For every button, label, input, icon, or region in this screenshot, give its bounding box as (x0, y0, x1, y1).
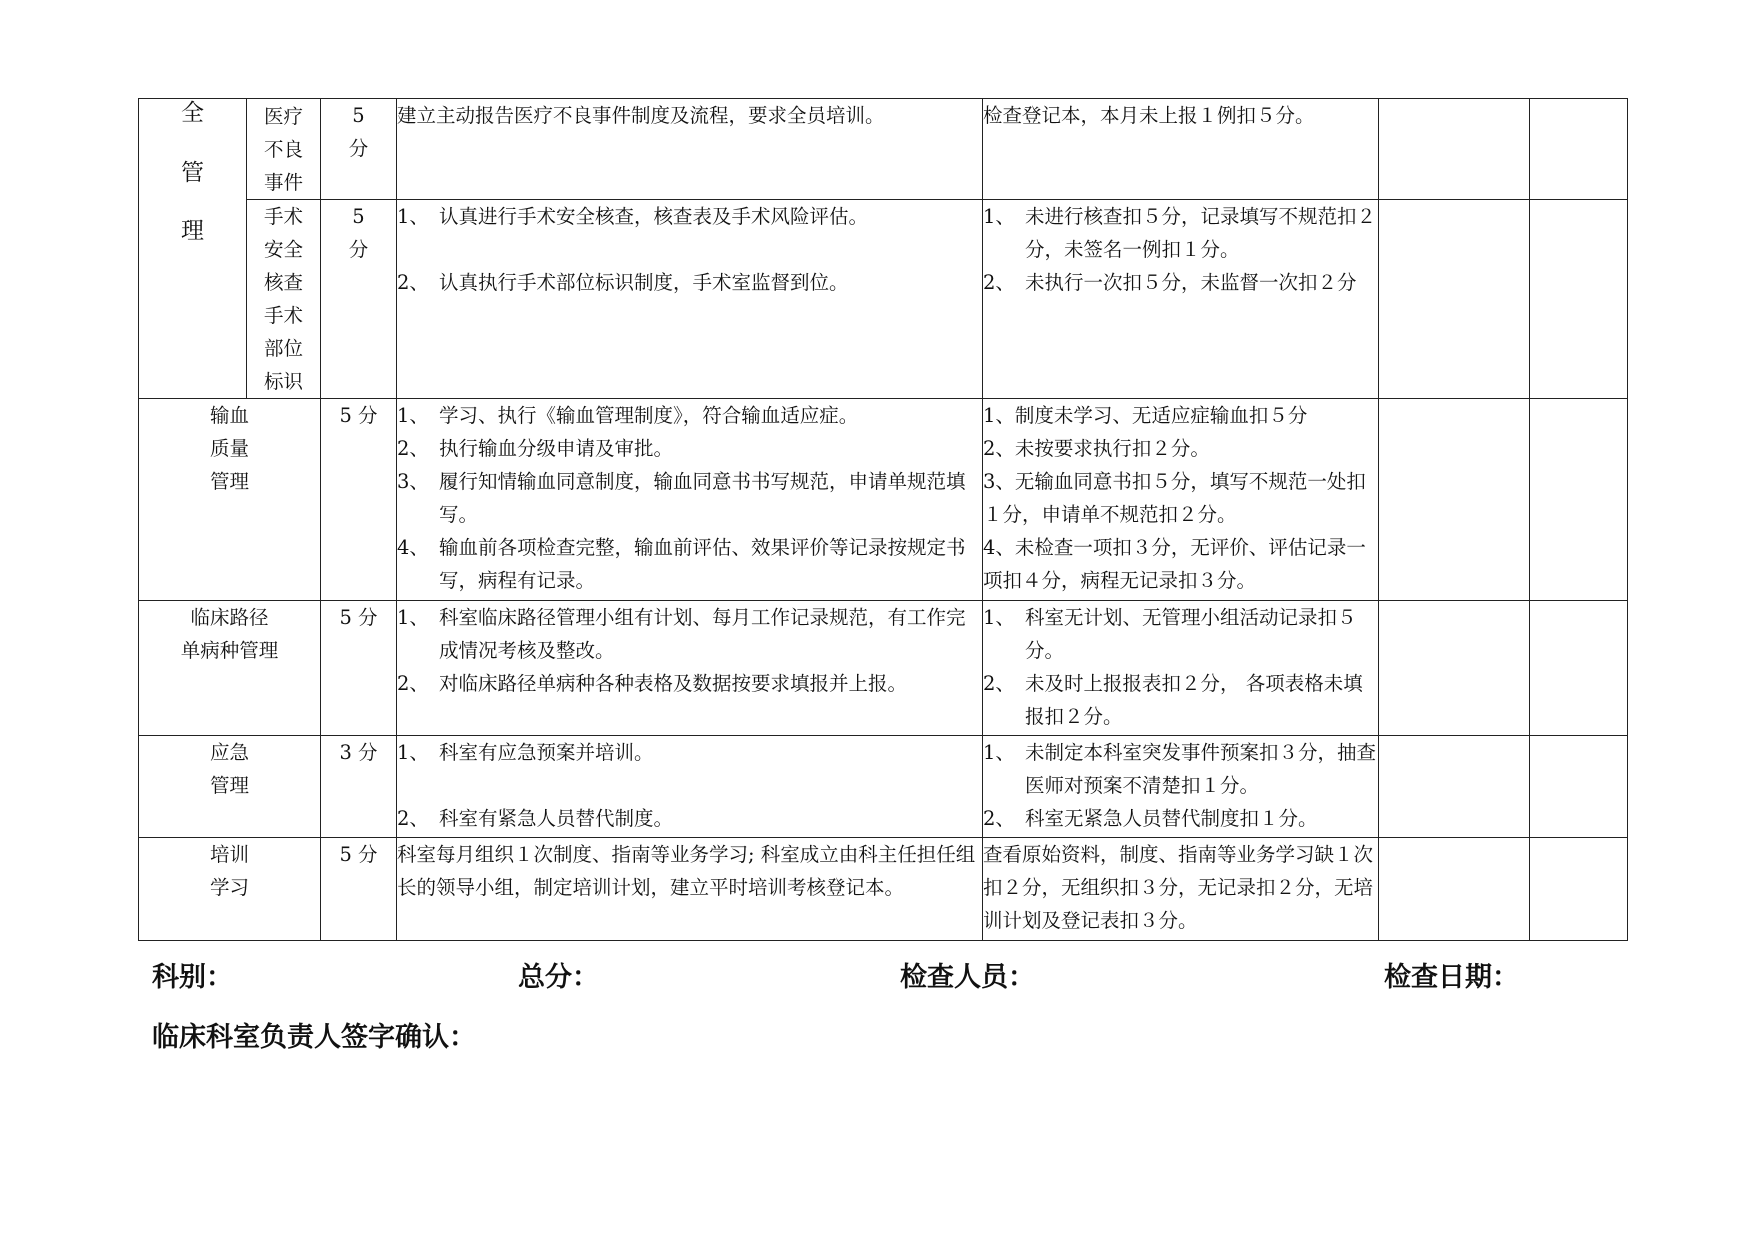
list-text: 制度未学习、无适应症输血扣５分 (1014, 404, 1308, 427)
method-emergency (983, 736, 1379, 838)
safety-char: 理 (181, 218, 204, 244)
empty-cell (1379, 200, 1530, 399)
list-number: 1、 (983, 606, 1015, 629)
list-text: 学习、执行《输血管理制度》，符合输血适应症。 (439, 404, 859, 427)
list-text: 未执行一次扣５分，未监督一次扣２分 (1025, 271, 1357, 294)
inspection-table (138, 98, 1628, 941)
list-text: 执行输血分级申请及审批。 (439, 437, 674, 460)
requirement-blood (397, 399, 983, 601)
item-line: 医疗 (263, 105, 303, 128)
method-text: 查看原始资料，制度、指南等业务学习缺１次扣２分，无组织扣３分，无记录扣２分，无培训计划及登记表扣３分。 (983, 843, 1374, 932)
list-item (397, 601, 982, 667)
list-number: 2、 (983, 437, 1015, 460)
item-line: 质量 (209, 437, 249, 460)
score-surgery (321, 200, 397, 399)
list-item (983, 266, 1378, 299)
list-number: 2、 (983, 807, 1015, 830)
table-row (139, 736, 1628, 838)
list-text: 科室有紧急人员替代制度。 (439, 807, 674, 830)
list-number: 2、 (397, 271, 429, 294)
requirement-emergency (397, 736, 983, 838)
safety-char: 管 (181, 160, 204, 186)
list-item (397, 531, 982, 597)
empty-cell (1530, 399, 1628, 601)
list-text: 科室无紧急人员替代制度扣１分。 (1025, 807, 1318, 830)
requirement-text: 建立主动报告医疗不良事件制度及流程，要求全员培训。 (397, 104, 885, 127)
list-item (983, 200, 1378, 266)
list-number: 1、 (983, 205, 1015, 228)
score-line: 分 (348, 238, 369, 261)
item-line: 管理 (209, 774, 249, 797)
item-adverse-events (247, 99, 321, 200)
empty-cell (1379, 601, 1530, 736)
item-line: 安全 (263, 238, 303, 261)
method-pathway (983, 601, 1379, 736)
item-blood-quality (139, 399, 321, 601)
list-number: 1、 (983, 741, 1015, 764)
list-item (397, 200, 982, 233)
empty-cell (1530, 200, 1628, 399)
list-text: 未及时上报报表扣２分， 各项表格未填报扣２分。 (1025, 672, 1363, 728)
list-item (397, 266, 982, 299)
item-line: 事件 (263, 171, 303, 194)
score-blood: 5 分 (321, 399, 397, 601)
score-line: 5 (352, 104, 365, 127)
list-text: 未按要求执行扣２分。 (1014, 437, 1210, 460)
safety-char: 全 (181, 100, 204, 126)
score-line: 分 (348, 137, 369, 160)
table-row (139, 838, 1628, 941)
list-item (397, 465, 982, 531)
method-text: 检查登记本，本月未上报１例扣５分。 (983, 104, 1315, 127)
list-text: 科室有应急预案并培训。 (439, 741, 654, 764)
empty-cell (1530, 838, 1628, 941)
category-safety-cell (139, 99, 247, 399)
list-text: 科室无计划、无管理小组活动记录扣５分。 (1025, 606, 1357, 662)
item-line: 输血 (209, 404, 249, 427)
item-line: 核查 (263, 271, 303, 294)
item-line: 不良 (263, 138, 303, 161)
signature-confirm-label: 临床科室负责人签字确认： (152, 1022, 476, 1053)
list-item (983, 432, 1378, 465)
item-line: 培训 (209, 843, 249, 866)
requirement-adverse (397, 99, 983, 200)
item-training (139, 838, 321, 941)
list-item (983, 531, 1378, 597)
empty-cell (1530, 601, 1628, 736)
score-line: 5 (352, 205, 365, 228)
list-item (983, 465, 1378, 531)
list-number: 1、 (397, 205, 429, 228)
list-item (983, 601, 1378, 667)
empty-cell (1379, 399, 1530, 601)
score-pathway: 5 分 (321, 601, 397, 736)
table-row (139, 399, 1628, 601)
list-item (397, 432, 982, 465)
method-blood (983, 399, 1379, 601)
item-line: 单病种管理 (180, 639, 279, 662)
list-number: 4、 (983, 536, 1015, 559)
requirement-text: 科室每月组织１次制度、指南等业务学习; 科室成立由科主任担任组长的领导小组，制定培训计划，建立平时培训考核登记本。 (397, 843, 976, 899)
list-number: 2、 (983, 271, 1015, 294)
list-text: 履行知情输血同意制度，输血同意书书写规范，申请单规范填写。 (439, 470, 966, 526)
list-number: 4、 (397, 536, 429, 559)
list-text: 未制定本科室突发事件预案扣３分，抽查医师对预案不清楚扣１分。 (1025, 741, 1377, 797)
list-text: 对临床路径单病种各种表格及数据按要求填报并上报。 (439, 672, 908, 695)
inspection-date-label: 检查日期： (1384, 962, 1519, 993)
item-line: 部位 (263, 337, 303, 360)
list-text: 无输血同意书扣５分，填写不规范一处扣１分，申请单不规范扣２分。 (983, 470, 1366, 526)
item-line: 应急 (209, 741, 249, 764)
list-text: 认真执行手术部位标识制度，手术室监督到位。 (439, 271, 849, 294)
total-score-label: 总分： (518, 962, 599, 993)
item-line: 手术 (263, 205, 303, 228)
item-line: 学习 (209, 876, 249, 899)
requirement-pathway (397, 601, 983, 736)
list-number: 1、 (397, 606, 429, 629)
table-row (139, 99, 1628, 200)
score-emergency: 3 分 (321, 736, 397, 838)
requirement-training (397, 838, 983, 941)
list-text: 科室临床路径管理小组有计划、每月工作记录规范，有工作完成情况考核及整改。 (439, 606, 966, 662)
item-surgery-safety (247, 200, 321, 399)
table-row (139, 200, 1628, 399)
table-row (139, 601, 1628, 736)
department-label: 科别： (152, 962, 233, 993)
list-number: 3、 (983, 470, 1015, 493)
list-item (397, 802, 982, 835)
inspector-label: 检查人员： (900, 962, 1035, 993)
list-number: 2、 (397, 672, 429, 695)
item-line: 手术 (263, 304, 303, 327)
list-item (983, 802, 1378, 835)
method-surgery (983, 200, 1379, 399)
list-item (983, 399, 1378, 432)
score-adverse (321, 99, 397, 200)
item-emergency (139, 736, 321, 838)
method-training (983, 838, 1379, 941)
list-number: 1、 (983, 404, 1015, 427)
list-text: 输血前各项检查完整，输血前评估、效果评价等记录按规定书写，病程有记录。 (439, 536, 966, 592)
item-line: 管理 (209, 470, 249, 493)
empty-cell (1379, 99, 1530, 200)
method-adverse (983, 99, 1379, 200)
item-clinical-pathway (139, 601, 321, 736)
list-text: 未检查一项扣３分，无评价、评估记录一项扣４分，病程无记录扣３分。 (983, 536, 1366, 592)
item-line: 标识 (263, 370, 303, 393)
score-training: 5 分 (321, 838, 397, 941)
empty-cell (1530, 736, 1628, 838)
list-text: 认真进行手术安全核查，核查表及手术风险评估。 (439, 205, 869, 228)
list-number: 1、 (397, 404, 429, 427)
list-item (397, 736, 982, 769)
empty-cell (1379, 736, 1530, 838)
list-item (983, 736, 1378, 802)
list-item (397, 399, 982, 432)
empty-cell (1379, 838, 1530, 941)
requirement-surgery (397, 200, 983, 399)
item-line: 临床路径 (190, 606, 269, 629)
list-item (983, 667, 1378, 733)
list-number: 2、 (397, 807, 429, 830)
empty-cell (1530, 99, 1628, 200)
list-number: 3、 (397, 470, 429, 493)
list-number: 2、 (983, 672, 1015, 695)
list-number: 2、 (397, 437, 429, 460)
list-text: 未进行核查扣５分，记录填写不规范扣２分，未签名一例扣１分。 (1025, 205, 1377, 261)
list-item (397, 667, 982, 700)
list-number: 1、 (397, 741, 429, 764)
